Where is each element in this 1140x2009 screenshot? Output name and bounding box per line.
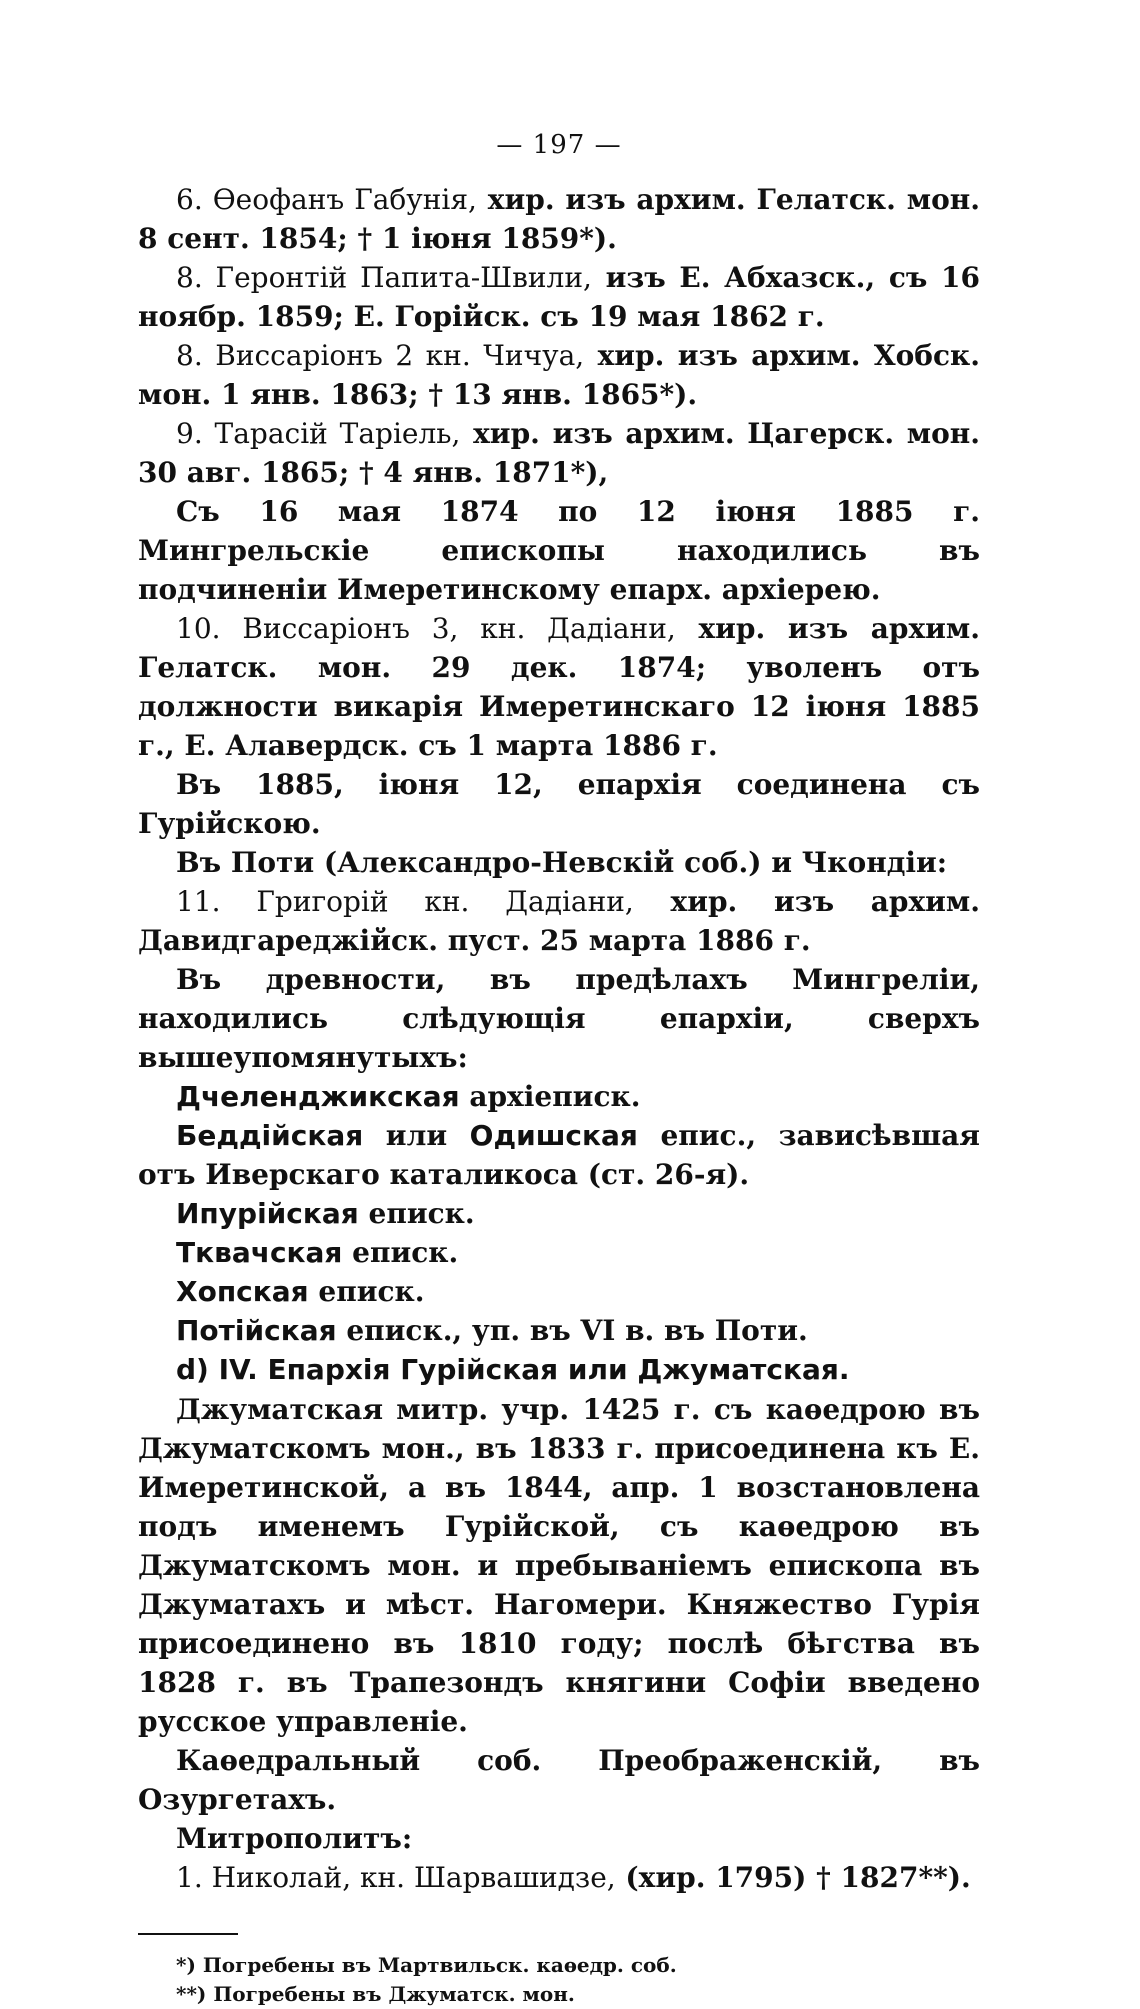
see-poti (138, 1311, 980, 1350)
entry-name: 9. Тарасій Таріель, (176, 417, 461, 450)
entry-details: хир. изъ архим. Гелатск. мон. 29 дек. 1874; уволенъ отъ должности викарія Имеретинскаго 12 іюня 1885 г., Е. Алавердск. съ 1 марта 1886 г. (138, 612, 980, 762)
entry-feofan (138, 180, 980, 258)
entry-tarasiy (138, 414, 980, 492)
see-beddi (138, 1116, 980, 1194)
footnote-2: **) Погребены въ Джуматск. мон. (176, 1982, 575, 2006)
see-connector: или (363, 1119, 470, 1152)
see-details: еписк. (308, 1275, 425, 1308)
entry-grigoriy (138, 882, 980, 960)
entry-name: 11. Григорій кн. Дадіани, (176, 885, 634, 918)
cathedral-text: Каѳедральный соб. Преображенскій, въ Озургетахъ. (138, 1744, 980, 1816)
see-name: Потійская (176, 1314, 337, 1347)
see-ipuri (138, 1194, 980, 1233)
entry-name: 1. Николай, кн. Шарвашидзе, (176, 1861, 616, 1894)
see-name: Ипурійская (176, 1197, 359, 1230)
note-text: Въ древности, въ предѣлахъ Мингреліи, находились слѣдующія епархіи, сверхъ вышеупомянутыхъ: (138, 963, 980, 1074)
page-number: — 197 — (496, 130, 622, 160)
footnote-divider (138, 1933, 238, 1935)
footnote-1: *) Погребены въ Мартвильск. каѳедр. соб. (176, 1953, 677, 1977)
see-dchelendzhik (138, 1077, 980, 1116)
book-page (138, 130, 980, 2009)
note-antiquity (138, 960, 980, 1077)
note-text: Съ 16 мая 1874 по 12 іюня 1885 г. Мингрельскіе епископы находились въ подчиненіи Имеретинскому епарх. архіерею. (138, 495, 980, 606)
gurian-cathedral (138, 1741, 980, 1819)
see-name: Хопская (176, 1275, 309, 1308)
see-details: еписк. (342, 1236, 459, 1269)
note-poti (138, 843, 980, 882)
see-name: Тквачская (176, 1236, 343, 1269)
gurian-eparchy-section (138, 1390, 980, 1897)
entry-details: хир. изъ архим. Гелатск. мон. 8 сент. 1854; † 1 іюня 1859*). (138, 183, 980, 255)
section-heading-gurian-eparchy: d) IV. Епархія Гурійская или Джуматская. (176, 1353, 850, 1386)
entry-nikolay (138, 1858, 980, 1897)
see-name: Дчеленджикская (176, 1080, 460, 1113)
entry-details: хир. изъ архим. Цагерск. мон. 30 авг. 1865; † 4 янв. 1871*), (138, 417, 980, 489)
note-text: Въ Поти (Александро-Невскій соб.) и Чкондіи: (176, 846, 948, 879)
see-details: архіеписк. (459, 1080, 641, 1113)
see-details: еписк., уп. въ VI в. въ Поти. (336, 1314, 808, 1347)
see-khopi (138, 1272, 980, 1311)
entry-name: 8. Виссаріонъ 2 кн. Чичуа, (176, 339, 585, 372)
ancient-sees-list (138, 1077, 980, 1350)
mingrelian-bishops-list (138, 180, 980, 1077)
entry-vissarion-3 (138, 609, 980, 765)
see-name: Беддійская (176, 1119, 364, 1152)
entry-gerontiy (138, 258, 980, 336)
entry-details: изъ Е. Абхазск., съ 16 ноябр. 1859; Е. Горійск. съ 19 мая 1862 г. (138, 261, 981, 333)
note-subordination (138, 492, 980, 609)
note-text: Въ 1885, іюня 12, епархія соединена съ Гурійскою. (138, 768, 980, 840)
see-details: еписк. (358, 1197, 475, 1230)
gurian-history (138, 1390, 980, 1741)
metropolitan-label: Митрополитъ: (176, 1822, 413, 1855)
see-tkvachi (138, 1233, 980, 1272)
entry-details: хир. изъ архим. Хобск. мон. 1 янв. 1863; † 13 янв. 1865*). (138, 339, 980, 411)
entry-vissarion-2 (138, 336, 980, 414)
entry-name: 6. Ѳеофанъ Габунія, (176, 183, 477, 216)
entry-name: 8. Геронтій Папита-Швили, (176, 261, 592, 294)
gurian-metropolitan-label (138, 1819, 980, 1858)
entry-details: хир. изъ архим. Давидгареджійск. пуст. 25 марта 1886 г. (138, 885, 980, 957)
see-details: епис., зависѣвшая отъ Иверскаго каталикоса (ст. 26-я). (138, 1119, 980, 1191)
entry-name: 10. Виссаріонъ 3, кн. Дадіани, (176, 612, 676, 645)
entry-details: (хир. 1795) † 1827**). (615, 1861, 971, 1894)
see-alt-name: Одишская (469, 1119, 638, 1152)
note-merger (138, 765, 980, 843)
history-text: Джуматская митр. учр. 1425 г. съ каѳедрою въ Джуматскомъ мон., въ 1833 г. присоединена къ Е. Имеретинской, а въ 1844, апр. 1 возстановлена подъ именемъ Гурійской, съ каѳедрою въ Джуматскомъ мон. и пребываніемъ епископа въ Джуматахъ и мѣст. Нагомери. Княжество Гурія присоединено въ 1810 году; послѣ бѣгства въ 1828 г. въ Трапезондъ княгини Софіи введено русское управленіе. (138, 1393, 980, 1738)
